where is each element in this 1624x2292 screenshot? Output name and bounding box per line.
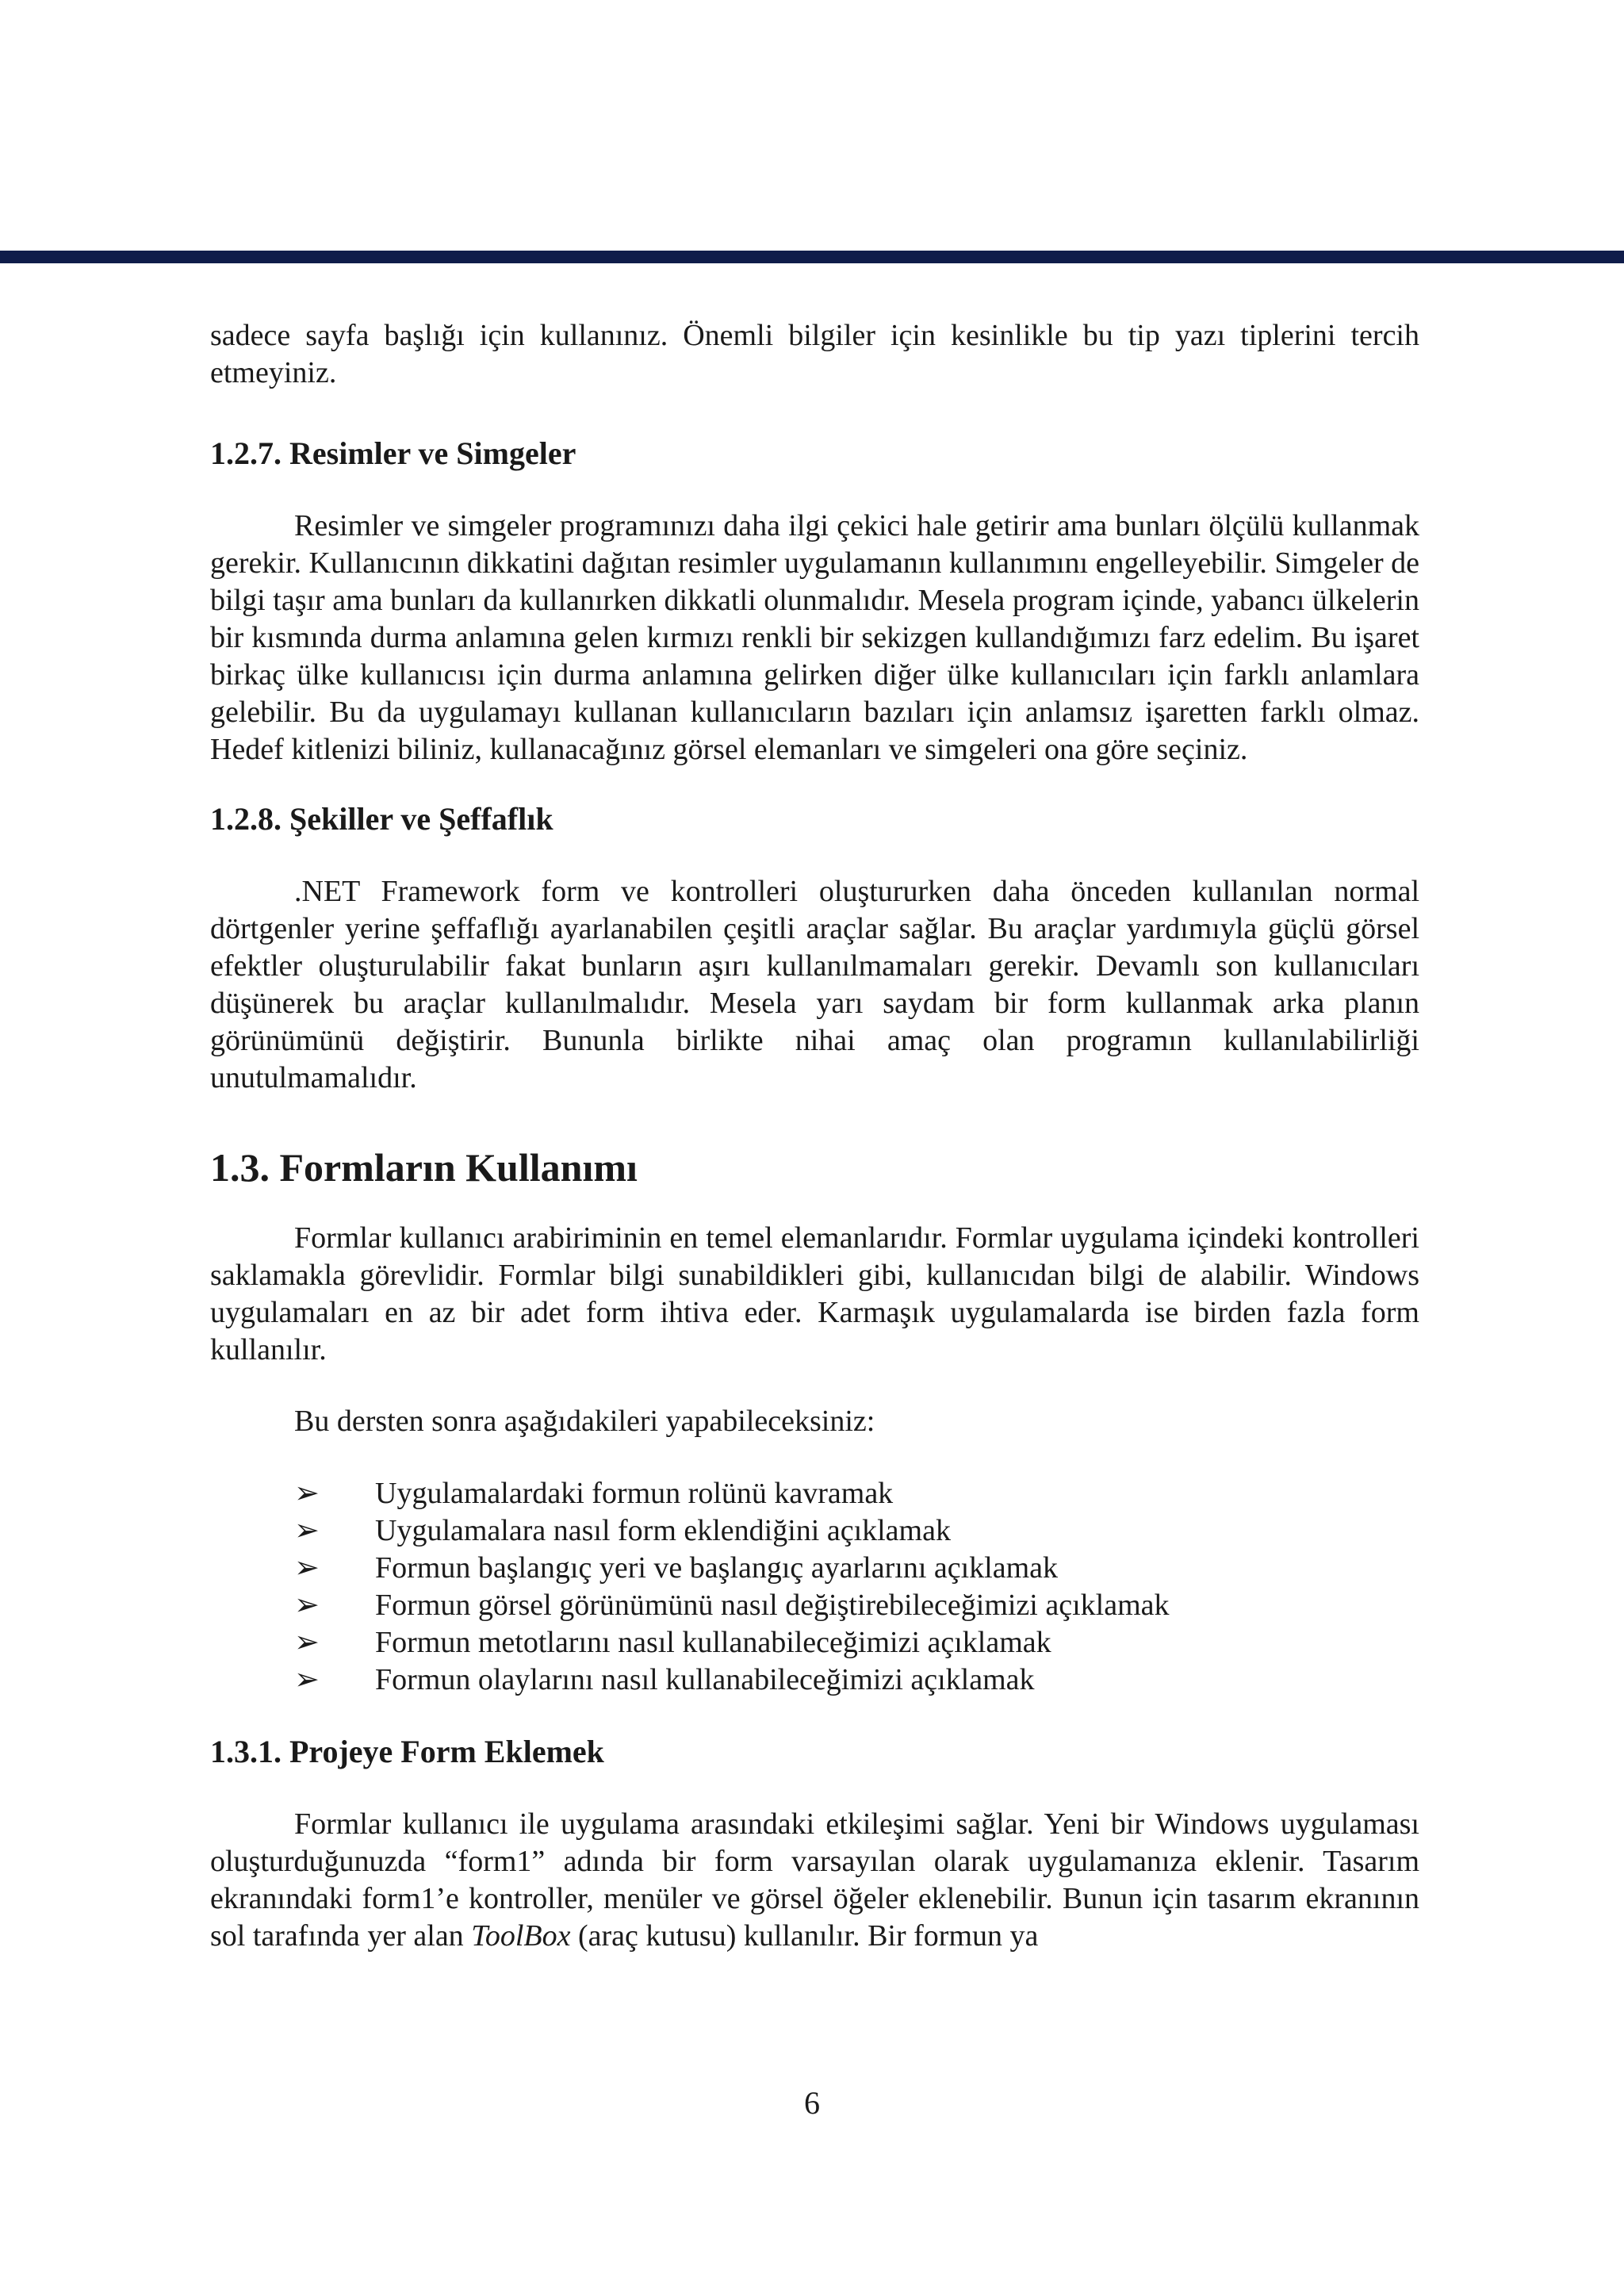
page-number: 6 xyxy=(804,2085,820,2121)
arrow-bullet-icon: ➢ xyxy=(294,1477,320,1510)
heading-1-2-8: 1.2.8. Şekiller ve Şeffaflık xyxy=(210,801,553,837)
paragraph-formlar: Formlar kullanıcı arabiriminin en temel elemanlarıdır. Formlar uygulama içindeki kontrolleri saklamakla görevlidir. Formlar bilgi sunabildikleri gibi, kullanıcıdan bilgi de alabilir. Windows uygulamaları en az bir adet form ihtiva eder. Karmaşık uygulamalarda ise birden fazla form kullanılır. xyxy=(210,1221,1419,1366)
header-rule xyxy=(0,251,1624,263)
list-item: ➢ Formun olaylarını nasıl kullanabileceğimizi açıklamak xyxy=(210,1662,1419,1699)
arrow-bullet-icon: ➢ xyxy=(294,1514,320,1547)
list-item: ➢ Formun görsel görünümünü nasıl değiştirebileceğimizi açıklamak xyxy=(210,1587,1419,1624)
arrow-bullet-icon: ➢ xyxy=(294,1663,320,1696)
list-item: ➢ Formun metotlarını nasıl kullanabileceğimizi açıklamak xyxy=(210,1624,1419,1662)
heading-1-3-1: 1.3.1. Projeye Form Eklemek xyxy=(210,1734,604,1769)
objectives-list xyxy=(210,1475,1419,1699)
heading-1-3: 1.3. Formların Kullanımı xyxy=(210,1145,638,1190)
arrow-bullet-icon: ➢ xyxy=(294,1626,320,1659)
heading-1-2-7: 1.2.7. Resimler ve Simgeler xyxy=(210,435,576,471)
arrow-bullet-icon: ➢ xyxy=(294,1551,320,1585)
arrow-bullet-icon: ➢ xyxy=(294,1589,320,1622)
paragraph-intro: Bu dersten sonra aşağıdakileri yapabileceksiniz: xyxy=(294,1405,875,1438)
paragraph-proje-form: Formlar kullanıcı ile uygulama arasındaki etkileşimi sağlar. Yeni bir Windows uygulaması oluşturduğunuzda “form1” adında bir form varsayılan olarak uygulamanıza eklenir. Tasarım ekranındaki form1’e kontroller, menüler ve görsel öğeler eklenebilir. Bunun için tasarım ekranının sol tarafında yer alan ToolBox (araç kutusu) kullanılır. Bir formun ya xyxy=(210,1807,1419,1953)
list-item: ➢ Uygulamalara nasıl form eklendiğini açıklamak xyxy=(210,1512,1419,1550)
paragraph-sekiller: .NET Framework form ve kontrolleri oluştururken daha önceden kullanılan normal dörtgenler yerine şeffaflığı ayarlanabilen çeşitli araçlar sağlar. Bu araçlar yardımıyla güçlü görsel efektler oluşturulabilir fakat bunların aşırı kullanılmamaları gerekir. Devamlı son kullanıcıları düşünerek bu araçlar kullanılmalıdır. Mesela yarı saydam bir form kullanmak arka planın görünümünü değiştirir. Bununla birlikte nihai amaç olan programın kullanılabilirliği unutulmamalıdır. xyxy=(210,875,1419,1094)
list-item: ➢ Formun başlangıç yeri ve başlangıç ayarlarını açıklamak xyxy=(210,1550,1419,1587)
page-content xyxy=(210,317,1419,1955)
continued-paragraph: sadece sayfa başlığı için kullanınız. Önemli bilgiler için kesinlikle bu tip yazı tiplerini tercih etmeyiniz. xyxy=(210,319,1419,389)
list-item: ➢ Uygulamalardaki formun rolünü kavramak xyxy=(210,1475,1419,1512)
paragraph-resimler: Resimler ve simgeler programınızı daha ilgi çekici hale getirir ama bunları ölçülü kullanmak gerekir. Kullanıcının dikkatini dağıtan resimler uygulamanın kullanımını engelleyebilir. Simgeler de bilgi taşır ama bunları da kullanırken dikkatli olunmalıdır. Mesela program içinde, yabancı ülkelerin bir kısmında durma anlamına gelen kırmızı renkli bir sekizgen kullandığımızı farz edelim. Bu işaret birkaç ülke kullanıcısı için durma anlamına gelirken diğer ülke kullanıcıları için farklı anlamlara gelebilir. Bu da uygulamayı kullanan kullanıcıların bazıları için anlamsız işaretten farklı olmaz. Hedef kitlenizi biliniz, kullanacağınız görsel elemanları ve simgeleri ona göre seçiniz. xyxy=(210,509,1419,766)
toolbox-term: ToolBox xyxy=(471,1919,571,1953)
